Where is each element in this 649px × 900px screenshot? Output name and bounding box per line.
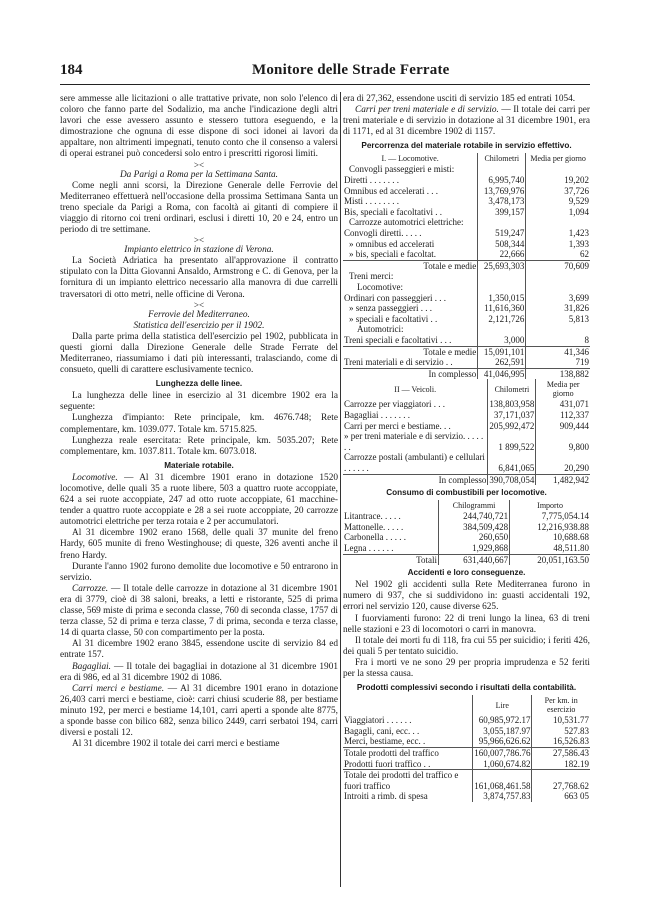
cell-kg: 631,440,667 (439, 554, 510, 565)
cell-media: 138,882 (526, 368, 590, 379)
text: — Il totale dei bagagliai in dotazione al 31 dicembre 1901 era di 986, ed al 31 dicembre 1902 di 1086. (60, 661, 339, 683)
run-in-label: Carri per treni materiale e di servizio. (355, 105, 499, 116)
row-label: Totali (343, 554, 439, 565)
paragraph: sere ammesse alle licitazioni o alle trattative private, non solo l'elenco di coloro che fanno parte del Sodalizio, ma anche l'indicazione degli altri lavori che esse avessero assunto e stessero tuttora eseguendo, e la dimostrazione che ognuna di esse dispone di soci idonei ai lavori da appaltare, non altrimenti impegnati, tenuto conto che il consenso a valersi di operai estranei può concedersi solo entro i prescritti rigorosi limiti. (60, 94, 338, 160)
paragraph: La lunghezza delle linee in esercizio al 31 dicembre 1902 era la seguente: (60, 391, 338, 413)
row-label: Treni materiali e di servizio . . (344, 357, 453, 368)
paragraph (60, 584, 338, 639)
fuel-consumption-table (343, 500, 590, 565)
run-in-label: Carri merci e bestiame. (72, 683, 165, 694)
table-row (343, 196, 590, 207)
cell-lire: 95,966,626.62 (473, 736, 532, 747)
column-header: Media per giorno (536, 379, 590, 399)
cell-km: 37,171,037 (488, 410, 536, 421)
cell-media: 1,482,942 (536, 474, 590, 485)
cell-km: 22,666 (478, 249, 526, 260)
run-in-label: Bagagliai. (72, 661, 111, 672)
cell-media: 909,444 (536, 421, 590, 432)
table-row (343, 431, 590, 452)
left-column (60, 94, 338, 750)
cell-km: 1,350,015 (478, 293, 526, 304)
cell-kg: 260,650 (439, 532, 510, 543)
table-row (343, 249, 590, 260)
row-label: Ordinari con passeggieri . . . (344, 292, 446, 303)
cell-media (526, 282, 590, 293)
table-row (343, 164, 590, 175)
cell-media: 9,529 (526, 196, 590, 207)
row-label: Diretti . . . . . . . (344, 175, 399, 186)
row-label: Introiti a rimb. di spesa (344, 791, 428, 802)
row-label: Convogli passeggieri e misti: (349, 164, 455, 175)
table-section-title: I. — Locomotive. (381, 154, 439, 164)
section-title: Da Parigi a Roma per la Settimana Santa. (119, 169, 279, 180)
table-row (343, 511, 590, 522)
cell-km: 3,000 (478, 335, 526, 346)
row-label: In complesso (343, 368, 478, 379)
cell-lire: 1,060,674.82 (473, 759, 532, 770)
column-header: Chilometri (488, 379, 536, 399)
cell-km: 527.83 (532, 726, 590, 737)
subheading: Materiale rotabile. (164, 460, 234, 470)
subheading: Accidenti e loro conseguenze. (407, 568, 526, 578)
locomotive-mileage-table (343, 153, 590, 379)
section-title: Ferrovie del Mediterraneo. (148, 309, 250, 320)
right-column (343, 94, 590, 802)
cell-media: 20,290 (536, 452, 590, 474)
cell-imp: 7,775,054.14 (510, 511, 590, 522)
table-row (343, 260, 590, 271)
row-label: Carrozze per viaggiatori . . . (344, 399, 445, 410)
run-in-label: Locomotive. (72, 472, 118, 483)
table-row (343, 175, 590, 186)
row-label: Totale prodotti del traffico (343, 747, 473, 758)
column-header: Importo (510, 500, 590, 511)
cell-km: 16,526.83 (532, 736, 590, 747)
table-row (343, 282, 590, 293)
journal-title: Monitore delle Strade Ferrate (252, 62, 450, 78)
paragraph: Come negli anni scorsi, la Direzione Generale delle Ferrovie del Mediterraneo effettuerà nell'occasione della prossima Settimana Santa un treno speciale da Parigi a Roma, con facoltà ai gitanti di compiere il viaggio di ritorno coi treni ordinari, esclusi i diretti 10, 20 e 24, entro un periodo di tre settimane. (60, 180, 338, 236)
paragraph: Al 31 dicembre 1902 il totale dei carri merci e bestiame (72, 739, 280, 750)
row-label: Misti . . . . . . . . (344, 196, 400, 207)
column-header: Chilogrammi (439, 500, 510, 511)
cell-media: 9,800 (536, 431, 590, 452)
paragraph: Nel 1902 gli accidenti sulla Rete Mediterranea furono in numero di 937, che si suddividono in: guasti accidentali 192, errori nel servizio 120, cause diverse 625. (343, 580, 590, 613)
cell-media: 1,423 (526, 228, 590, 239)
row-label: Totale e medie (343, 260, 478, 271)
cell-km: 6,995,740 (478, 175, 526, 186)
cell-km: 3,478,173 (478, 196, 526, 207)
row-label: Omnibus ed accelerati . . . (344, 185, 438, 196)
cell-km: 182.19 (532, 759, 590, 770)
cell-media: 719 (526, 357, 590, 368)
cell-media: 37,726 (526, 186, 590, 197)
column-divider (340, 92, 341, 887)
paragraph: Lunghezza reale esercitata: Rete principale, km. 5035.207; Rete complementare, km. 1037.811. Totale km. 6073.018. (60, 435, 338, 457)
table-row (343, 532, 590, 543)
cell-km (478, 164, 526, 175)
cell-media: 1,393 (526, 239, 590, 250)
table-row (343, 314, 590, 325)
run-in-label: Carrozze. (72, 583, 109, 594)
ornament-divider: >< (193, 159, 205, 170)
section-title: Impianto elettrico in stazione di Verona. (124, 245, 274, 256)
row-label: Bagagli, cani, ecc. . . (344, 725, 420, 736)
cell-km: 27,768.62 (532, 770, 590, 792)
column-header: Chilometri (478, 153, 526, 164)
row-label: Locomotive: (357, 282, 403, 292)
cell-media: 431,071 (536, 399, 590, 410)
paragraph: La Società Adriatica ha presentato all'approvazione il contratto stipulato con la Ditta Giovanni Ansaldo, Armstrong e C. di Genova, per la fornitura di un impianto elettrico necessario alla manovra di due carrelli traversatori di otto metri, nelle officine di Verona. (60, 256, 338, 300)
cell-media: 8 (526, 335, 590, 346)
table-row (343, 474, 590, 485)
table-row (343, 736, 590, 747)
cell-kg: 1,929,868 (439, 543, 510, 554)
cell-km: 205,992,472 (489, 420, 535, 431)
page-number: 184 (60, 62, 83, 78)
cell-km: 41,046,995 (478, 368, 526, 379)
paragraph: Fra i morti ve ne sono 29 per propria imprudenza e 52 feriti per la stessa causa. (343, 657, 590, 679)
table-row (343, 335, 590, 346)
row-label: » per treni materiale e di servizio. . . . . . . (344, 431, 484, 452)
row-label: Bis, speciali e facoltativi . . (344, 206, 442, 217)
subheading: Prodotti complessivi secondo i risultati della contabilità. (356, 683, 577, 693)
paragraph: Dalla parte prima della statistica dell'esercizio pel 1902, pubblicata in questi giorni dalla Direzione Generale delle Strade Ferrate del Mediterraneo, riassumiamo i dati più interessanti, tralasciando, come di consueto, quelli di carattere esclusivamente tecnico. (60, 331, 338, 376)
row-label: Treni merci: (349, 271, 394, 282)
table-row (343, 791, 590, 802)
cell-media: 70,609 (526, 260, 590, 271)
cell-km: 15,091,101 (478, 346, 526, 357)
table-row (343, 726, 590, 737)
cell-km: 13,769,976 (478, 186, 526, 197)
cell-km: 262,591 (478, 357, 526, 368)
cell-media: 5,813 (526, 314, 590, 325)
cell-media (526, 217, 590, 228)
cell-km: 1 899,522 (488, 431, 536, 452)
row-label: » senza passeggieri . . . (349, 303, 432, 314)
column-header: Per km. in esercizio (532, 695, 590, 715)
table-section-title: II — Veicoli. (394, 384, 437, 394)
cell-km: 138,803,958 (489, 399, 535, 410)
table-row (343, 186, 590, 197)
table-row (343, 554, 590, 565)
cell-km: 399,157 (478, 207, 526, 218)
table-row (343, 271, 590, 282)
table-row (343, 346, 590, 357)
row-label: Legna . . . . . . (344, 542, 394, 553)
table-row (343, 217, 590, 228)
row-label: Merci, bestiame, ecc. . (344, 736, 426, 747)
cell-lire: 60,985,972.17 (473, 715, 532, 726)
cell-lire: 160,007,786.76 (474, 747, 531, 758)
row-label: Prodotti fuori traffico . . (344, 758, 431, 769)
cell-km: 519,247 (478, 228, 526, 239)
paragraph: Al 31 dicembre 1902 erano 1568, delle quali 37 munite del freno Hardy, 605 munite di freno Westinghouse; di queste, 326 aventi anche il freno Hardy. (60, 528, 338, 561)
table-row (343, 543, 590, 554)
cell-km (478, 271, 526, 282)
cell-km: 6,841,065 (488, 452, 536, 474)
text: — Il totale dei carri per treni materiale e di servizio in dotazione al 31 dicembre 1901, era di 1171, ed al 31 dicembre 1902 di 1157. (343, 105, 590, 138)
cell-media: 112,337 (536, 410, 590, 421)
cell-media (526, 271, 590, 282)
table-row (343, 324, 590, 335)
cell-km: 508,344 (478, 239, 526, 250)
column-header: Media per giorno (526, 153, 590, 164)
cell-km: 25,693,303 (478, 260, 526, 271)
cell-media: 19,202 (526, 175, 590, 186)
vehicle-mileage-table (343, 379, 590, 485)
section-subtitle: Statistica dell'esercizio per il 1902. (133, 320, 265, 331)
cell-lire: 3,055,187.97 (473, 726, 532, 737)
cell-media: 1,094 (526, 207, 590, 218)
cell-km: 27,586.43 (532, 747, 590, 758)
row-label: Mattonelle. . . . . (344, 521, 404, 532)
table-row (343, 421, 590, 432)
cell-media: 41,346 (526, 346, 590, 357)
cell-imp: 10,688.68 (510, 532, 590, 543)
row-label: Totale e medie (343, 346, 478, 357)
row-label: Carrozze postali (ambulanti) e cellulari . . . . . . (344, 452, 485, 473)
cell-imp: 12,216,938.88 (510, 522, 590, 533)
cell-lire: 161,068,461.58 (473, 770, 532, 792)
row-label: Convogli diretti. . . . . (344, 228, 422, 239)
cell-media: 3,699 (526, 293, 590, 304)
cell-km: 390,708,054 (489, 474, 535, 485)
paragraph: Durante l'anno 1902 furono demolite due locomotive e 50 entrarono in servizio. (60, 561, 338, 583)
column-header: Lire (473, 695, 532, 715)
cell-km (478, 217, 526, 228)
cell-km (478, 282, 526, 293)
table-row (343, 207, 590, 218)
row-label: » speciali e facoltativi . . (349, 313, 438, 324)
cell-media: 31,826 (526, 303, 590, 314)
row-label: » omnibus ed accelerati (349, 238, 435, 249)
paragraph: I fuorviamenti furono: 22 di treni lungo la linea, 63 di treni nelle stazioni e 23 di locomotori o carri in manovra. (343, 613, 590, 635)
row-label: Viaggiatori . . . . . . (344, 715, 412, 726)
cell-km: 10,531.77 (532, 715, 590, 726)
subheading: Percorrenza del materiale rotabile in servizio effettivo. (361, 141, 572, 151)
row-label: Bagagliai . . . . . . . (344, 409, 410, 420)
table-row (343, 357, 590, 368)
row-label: Carrozze automotrici elettriche: (349, 217, 464, 228)
row-label: Totale dei prodotti del traffico e fuori traffico (343, 770, 473, 792)
cell-kg: 384,509,428 (439, 522, 510, 533)
row-label: » bis, speciali e facoltat. (349, 249, 436, 260)
table-row (343, 747, 590, 758)
cell-km (478, 324, 526, 335)
cell-kg: 244,740,721 (439, 511, 510, 522)
table-row (343, 522, 590, 533)
cell-km: 663 05 (532, 791, 590, 802)
table-row (343, 239, 590, 250)
cell-media: 62 (526, 249, 590, 260)
ornament-divider: >< (193, 235, 205, 246)
paragraph: Al 31 dicembre 1902 erano 3845, essendone uscite di servizio 84 ed entrate 157. (60, 639, 338, 661)
row-label: Litantrace. . . . . (344, 511, 401, 522)
paragraph (60, 473, 338, 528)
cell-imp: 48,511.80 (510, 543, 590, 554)
paragraph (60, 662, 338, 684)
table-row (343, 228, 590, 239)
subheading: Consumo di combustibili per locomotive. (386, 488, 547, 498)
table-row (343, 715, 590, 726)
table-row (343, 410, 590, 421)
table-row (343, 759, 590, 770)
cell-media (526, 324, 590, 335)
text: — Al 31 dicembre 1901 erano in dotazione 1520 locomotive, delle quali 35 a ruote libere, 503 a quattro ruote accoppiate, 624 a sei ruote accoppiate, 247 ad otto ruote accoppiate, 61 macchine-tender a quattro ruote accoppiate e 28 a sei ruote accoppiate, 20 carrozze automotrici elettriche per terza rotaia e 2 per accumulatori. (60, 472, 339, 528)
cell-km: 11,616,360 (478, 303, 526, 314)
paragraph (343, 105, 590, 138)
paragraph: era di 27,362, essendone usciti di servizio 185 ed entrati 1054. (343, 94, 576, 104)
page-header (60, 60, 590, 85)
paragraph: Il totale dei morti fu di 118, fra cui 55 per suicidio; i feriti 426, dei quali 5 per tentato suicidio. (343, 635, 590, 657)
cell-km: 2,121,726 (478, 314, 526, 325)
row-label: Carbonella . . . . . (344, 532, 406, 543)
row-label: Automotrici: (357, 324, 404, 335)
table-row (343, 293, 590, 304)
subheading: Lunghezza delle linee. (155, 379, 243, 389)
revenue-table (343, 695, 590, 802)
text: — Al 31 dicembre 1901 erano in dotazione 26,403 carri merci e bestiame, cioè: carri chiusi scuderie 88, per bestiame minuto 192, per merci e bestiame 14,101, carri aperti a sponde alte 8775, a sponde basse con bilico 682, senza bilico 2449, carri serbatoi 194, carri diversi e postali 12. (60, 683, 339, 739)
row-label: Carri per merci e bestiame. . . (344, 420, 451, 431)
table-row (343, 399, 590, 410)
table-row (343, 368, 590, 379)
text: — Il totale delle carrozze in dotazione al 31 dicembre 1901 era di 3779, cioè di 38 saloni, breaks, a letti e ristorante, 525 di prima classe, 569 miste di prima e seconda classe, 760 di seconda classe, 1757 di terza classe, 52 di prima e terza classe, 7 di prima, seconda e terza classe, 14 di quarta classe, 50 con compartimento per la posta. (60, 583, 339, 639)
table-row (343, 452, 590, 474)
table-row (343, 303, 590, 314)
cell-media (526, 164, 590, 175)
paragraph (60, 684, 338, 739)
row-label: In complesso (343, 474, 488, 485)
cell-lire: 3,874,757.83 (473, 791, 532, 802)
paragraph: Lunghezza d'impianto: Rete principale, km. 4676.748; Rete complementare, km. 1039.077. Totale km. 5715.825. (60, 413, 338, 435)
cell-imp: 20,051,163.50 (510, 554, 590, 565)
table-row (343, 770, 590, 792)
row-label: Treni speciali e facoltativi . . . (344, 334, 452, 345)
ornament-divider: >< (193, 299, 205, 310)
